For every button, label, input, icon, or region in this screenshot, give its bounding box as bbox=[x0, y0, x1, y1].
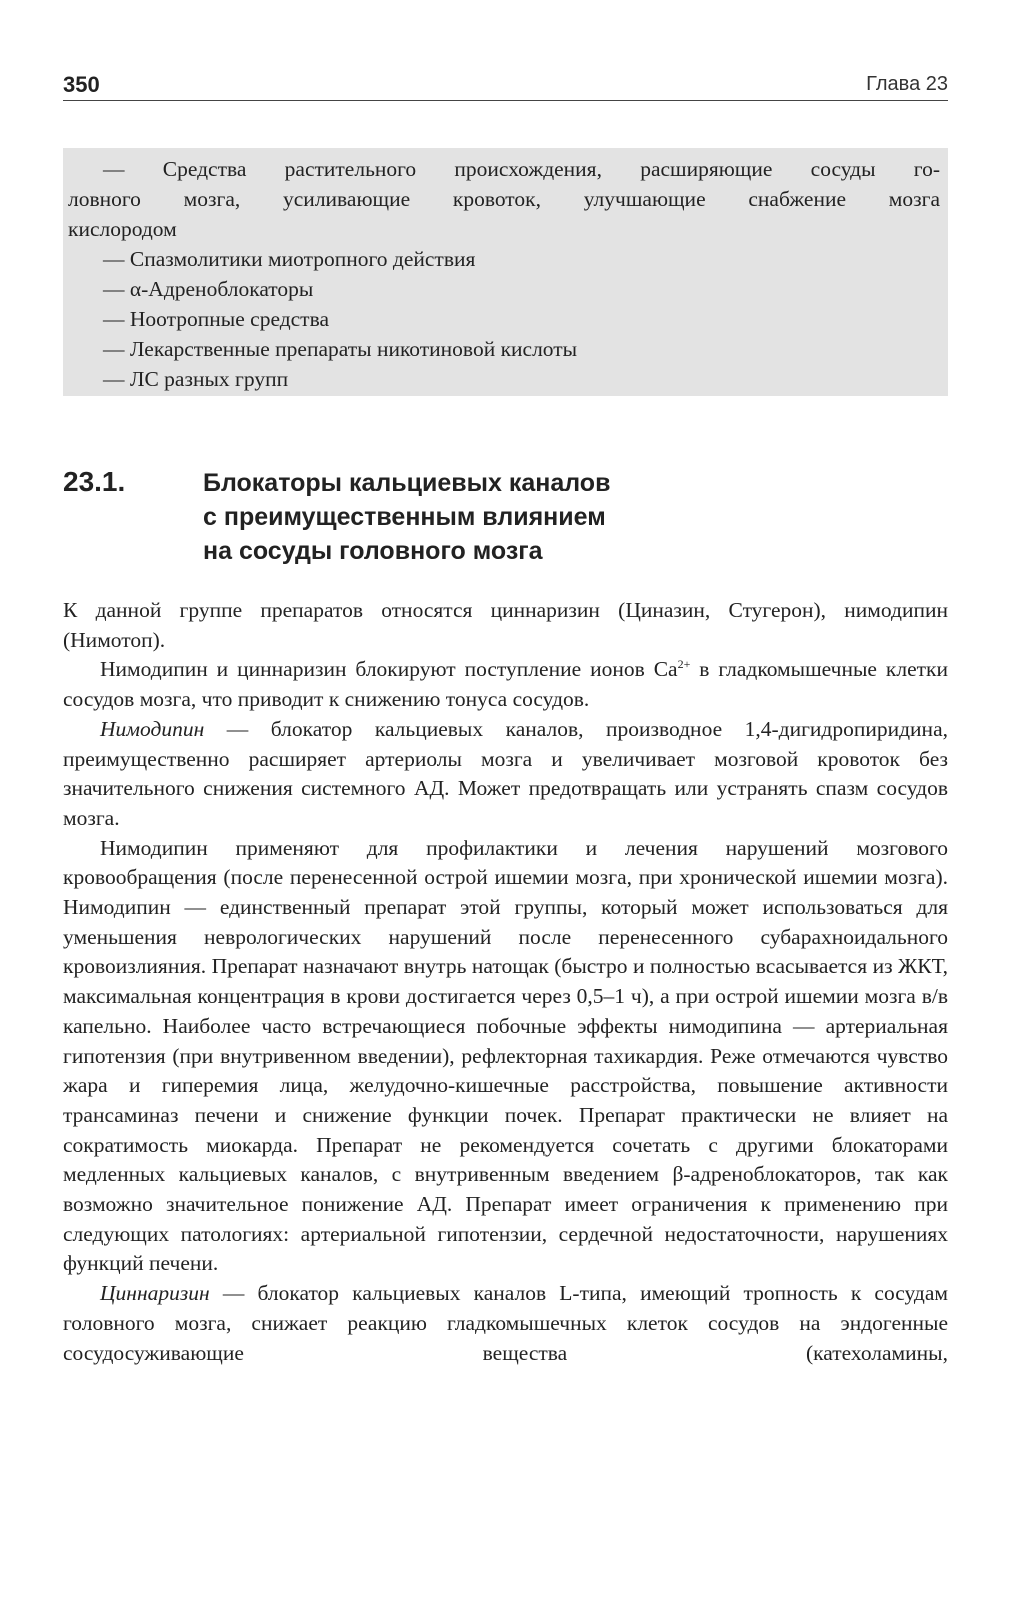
page-number: 350 bbox=[63, 72, 100, 97]
paragraph bbox=[63, 1279, 948, 1368]
paragraph-text: Нимодипин и циннаризин блокируют поступление ионов Ca bbox=[100, 657, 678, 682]
superscript: 2+ bbox=[677, 657, 691, 672]
paragraph: К данной группе препаратов относятся циннаризин (Циназин, Стугерон), нимодипин (Нимотоп). bbox=[63, 598, 948, 652]
body-text bbox=[63, 596, 948, 1368]
paragraph-text: — блокатор кальциевых каналов, производное 1,4-дигидропиридина, преимущественно расширяет артериолы мозга и увеличивает мозговой кровоток без значительного снижения системного АД. Может предотвращать или устранять спазм сосудов мозга. bbox=[63, 716, 948, 830]
section-title-line: с преимущественным влиянием bbox=[203, 503, 606, 531]
box-list-item: — Лекарственные препараты никотиновой кислоты bbox=[103, 337, 578, 361]
paragraph: Нимодипин применяют для профилактики и лечения нарушений мозгового кровообращения (после перенесенной острой ишемии мозга, при хронической ишемии мозга). Нимодипин — единственный препарат этой группы, который может использоваться для уменьшения неврологических нарушений после перенесенного субарахноидального кровоизлияния. Препарат назначают внутрь натощак (быстро и полностью всасывается из ЖКТ, максимальная концентрация в крови достигается через 0,5–1 ч), а при острой ишемии мозга в/в капельно. Наиболее часто встречающиеся побочные эффекты нимодипина — артериальная гипотензия (при внутривенном введении), рефлекторная тахикардия. Реже отмечаются чувство жара и гиперемия лица, желудочно-кишечные расстройства, повышение активности трансаминаз печени и снижение функции почек. Препарат практически не влияет на сократимость миокарда. Препарат не рекомендуется сочетать с другими блокаторами медленных кальциевых каналов, с внутривенным введением β-адреноблокаторов, так как возможно значительное понижение АД. Препарат имеет ограничения к применению при следующих патологиях: артериальной гипотензии, сердечной недостаточности, нарушениях функций печени. bbox=[63, 835, 948, 1276]
classification-box bbox=[63, 148, 948, 396]
drug-name: Нимодипин bbox=[100, 716, 205, 741]
box-list-item: — α-Адреноблокаторы bbox=[103, 277, 314, 301]
box-list-item: — ЛС разных групп bbox=[103, 367, 289, 391]
paragraph-text: — блокатор кальциевых каналов L-типа, имеющий тропность к сосудам головного мозга, снижает реакцию гладкомышечных клеток сосудов на эндогенные сосудосуживающие вещества (катехоламины, bbox=[63, 1281, 948, 1365]
section-title-line: на сосуды головного мозга bbox=[203, 537, 543, 565]
paragraph bbox=[63, 715, 948, 834]
paragraph bbox=[63, 655, 948, 714]
section-title-line: Блокаторы кальциевых каналов bbox=[203, 469, 611, 497]
paragraph-text: в гладкомышечные клетки сосудов мозга, что приводит к снижению тонуса сосудов. bbox=[63, 657, 948, 712]
section-number: 23.1. bbox=[63, 466, 126, 497]
box-intro-line: ловного мозга, усиливающие кровоток, улучшающие снабжение мозга bbox=[68, 187, 940, 211]
chapter-label: Глава 23 bbox=[866, 73, 948, 95]
box-intro-line: — Средства растительного происхождения, расширяющие сосуды го- bbox=[103, 157, 940, 181]
box-list-item: — Спазмолитики миотропного действия bbox=[103, 247, 476, 271]
box-list-item: — Ноотропные средства bbox=[103, 307, 329, 331]
section-title bbox=[203, 466, 763, 568]
page-header bbox=[63, 72, 948, 101]
drug-name: Циннаризин bbox=[100, 1281, 210, 1306]
box-intro-line: кислородом bbox=[68, 217, 177, 241]
